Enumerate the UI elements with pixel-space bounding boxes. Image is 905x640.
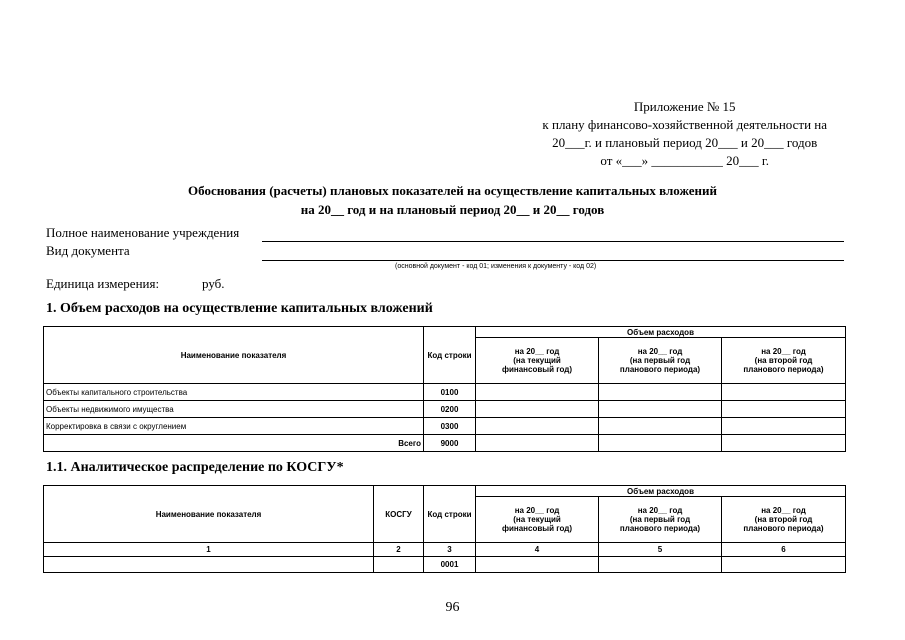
s1-y1-line1: на 20__ год bbox=[514, 347, 560, 356]
row-code: 0200 bbox=[424, 401, 476, 418]
s1-y1-line2: (на текущий bbox=[513, 356, 561, 365]
s2-y2-line1: на 20__ год bbox=[637, 506, 683, 515]
appendix-number: Приложение № 15 bbox=[633, 99, 736, 114]
s1-header-year2 bbox=[599, 338, 722, 384]
s2-y1-line2: (на текущий bbox=[513, 515, 561, 524]
column-number: 6 bbox=[722, 543, 846, 557]
unit-value: руб. bbox=[202, 276, 225, 291]
s2-y2-line3: планового периода) bbox=[619, 524, 701, 533]
s2-y1-line3: финансовый год) bbox=[501, 524, 572, 533]
value-cell[interactable] bbox=[599, 557, 722, 573]
value-cell[interactable] bbox=[44, 557, 374, 573]
title-line-1: Обоснования (расчеты) плановых показателей на осуществление капитальных вложений bbox=[188, 183, 717, 198]
appendix-line-4: от «___» ___________ 20___ г. bbox=[600, 153, 770, 168]
total-row bbox=[44, 435, 846, 452]
appendix-line-2: к плану финансово-хозяйственной деятельности на bbox=[542, 117, 827, 132]
s2-header-year2 bbox=[599, 497, 722, 543]
value-cell[interactable] bbox=[599, 401, 722, 418]
s1-y3-line3: планового периода) bbox=[743, 365, 824, 374]
column-number: 1 bbox=[44, 543, 374, 557]
section2-heading: 1.1. Аналитическое распределение по КОСГУ* bbox=[46, 460, 344, 475]
table-row bbox=[44, 384, 846, 401]
doc-type-note: (основной документ - код 01; изменения к документу - код 02) bbox=[395, 263, 597, 270]
row-code: 0100 bbox=[424, 384, 476, 401]
s2-header-code: Код строки bbox=[424, 486, 476, 543]
s1-y2-line3: планового периода) bbox=[619, 365, 701, 374]
column-number: 2 bbox=[374, 543, 424, 557]
institution-label: Полное наименование учреждения bbox=[46, 225, 240, 240]
value-cell[interactable] bbox=[722, 384, 846, 401]
value-cell[interactable] bbox=[599, 435, 722, 452]
value-cell[interactable] bbox=[476, 557, 599, 573]
value-cell[interactable] bbox=[722, 557, 846, 573]
table-row bbox=[44, 557, 846, 573]
page-number: 96 bbox=[445, 600, 460, 615]
value-cell[interactable] bbox=[476, 435, 599, 452]
value-cell[interactable] bbox=[476, 418, 599, 435]
appendix-block bbox=[542, 98, 827, 170]
s2-y3-line1: на 20__ год bbox=[761, 506, 806, 515]
table-row bbox=[44, 401, 846, 418]
column-number: 4 bbox=[476, 543, 599, 557]
row-name: Объекты капитального строительства bbox=[44, 384, 424, 401]
s1-header-year1 bbox=[476, 338, 599, 384]
column-number: 5 bbox=[599, 543, 722, 557]
section1-heading: 1. Объем расходов на осуществление капитальных вложений bbox=[46, 301, 433, 316]
column-number: 3 bbox=[424, 543, 476, 557]
column-number-row bbox=[44, 543, 846, 557]
s1-header-volume: Объем расходов bbox=[476, 327, 846, 338]
s1-header-code: Код строки bbox=[424, 327, 476, 384]
table-row bbox=[44, 418, 846, 435]
title-line-2: на 20__ год и на плановый период 20__ и 20__ годов bbox=[300, 202, 605, 217]
unit-label: Единица измерения: bbox=[46, 276, 160, 291]
value-cell[interactable] bbox=[374, 557, 424, 573]
total-code: 9000 bbox=[424, 435, 476, 452]
s1-y3-line1: на 20__ год bbox=[761, 347, 806, 356]
s1-y3-line2: (на второй год bbox=[754, 356, 813, 365]
s1-header-name: Наименование показателя bbox=[44, 327, 424, 384]
value-cell[interactable] bbox=[722, 435, 846, 452]
s1-y2-line2: (на первый год bbox=[629, 356, 691, 365]
s2-y1-line1: на 20__ год bbox=[514, 506, 560, 515]
s2-header-year3 bbox=[722, 497, 846, 543]
row-name: Корректировка в связи с округлением bbox=[44, 418, 424, 435]
document-title bbox=[0, 181, 905, 219]
s2-header-name: Наименование показателя bbox=[44, 486, 374, 543]
total-label: Всего bbox=[44, 435, 424, 452]
appendix-line-3: 20___г. и плановый период 20___ и 20___ годов bbox=[552, 135, 818, 150]
value-cell[interactable] bbox=[476, 401, 599, 418]
value-cell[interactable] bbox=[599, 384, 722, 401]
value-cell[interactable] bbox=[599, 418, 722, 435]
s2-header-kosgu: КОСГУ bbox=[374, 486, 424, 543]
s1-y1-line3: финансовый год) bbox=[501, 365, 572, 374]
value-cell[interactable] bbox=[722, 418, 846, 435]
value-cell[interactable] bbox=[722, 401, 846, 418]
s2-y3-line2: (на второй год bbox=[754, 515, 813, 524]
s2-y3-line3: планового периода) bbox=[743, 524, 824, 533]
doc-type-label: Вид документа bbox=[46, 243, 130, 258]
s2-header-year1 bbox=[476, 497, 599, 543]
row-code: 0300 bbox=[424, 418, 476, 435]
section1-table bbox=[43, 326, 846, 452]
s2-header-volume: Объем расходов bbox=[476, 486, 846, 497]
s1-header-year3 bbox=[722, 338, 846, 384]
section2-table bbox=[43, 485, 846, 573]
s2-y2-line2: (на первый год bbox=[629, 515, 691, 524]
doc-type-field[interactable] bbox=[262, 260, 844, 261]
s1-y2-line1: на 20__ год bbox=[637, 347, 683, 356]
row-code: 0001 bbox=[424, 557, 476, 573]
row-name: Объекты недвижимого имущества bbox=[44, 401, 424, 418]
value-cell[interactable] bbox=[476, 384, 599, 401]
institution-field[interactable] bbox=[262, 241, 844, 242]
